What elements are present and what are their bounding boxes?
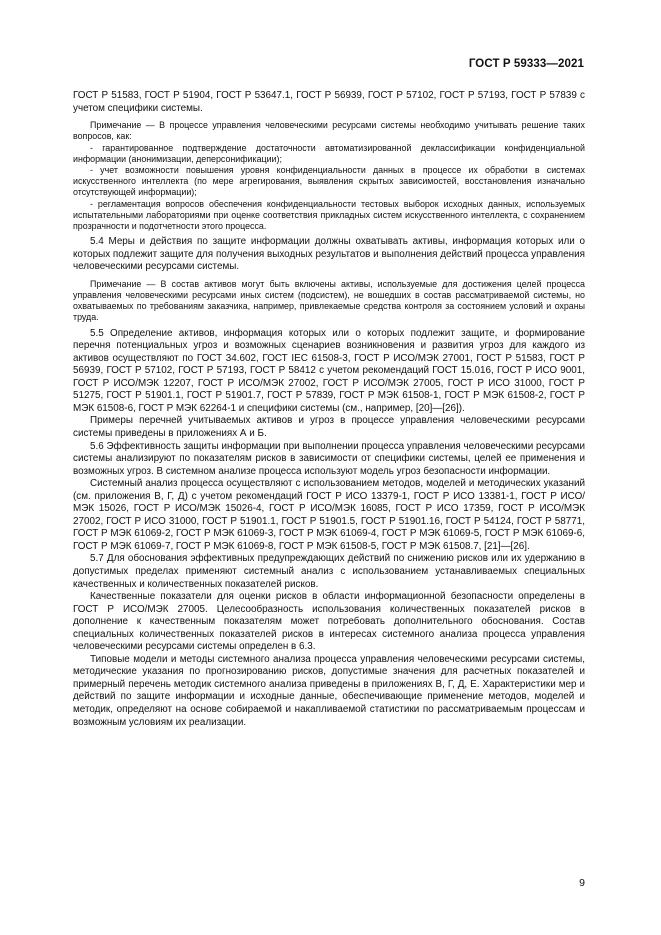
note-list-item: - гарантированное подтверждение достаточности автоматизированной деклассификации конфиденциальной информации (анонимизации, деперсонификации); xyxy=(73,142,585,164)
clause-5-5: 5.5 Определение активов, информация которых или о которых подлежит защите, и формирование перечня потенциальных угроз и возможных сценариев возникновения и развития угроз для каждого из активов осуществляют по ГОСТ 34.602, ГОСТ IEC 61508-3, ГОСТ Р ИСО/МЭК 27001, ГОСТ Р 51583, ГОСТ Р 56939, ГОСТ Р 57102, ГОСТ Р 57193, ГОСТ Р 58412 с учетом рекомендаций ГОСТ 15.016, ГОСТ Р ИСО 9001, ГОСТ Р ИСО/МЭК 12207, ГОСТ Р ИСО/МЭК 27002, ГОСТ Р ИСО/МЭК 27005, ГОСТ Р ИСО 31000, ГОСТ Р 51275, ГОСТ Р 51901.1, ГОСТ Р 51901.7, ГОСТ Р 57839, ГОСТ Р МЭК 61508-1, ГОСТ Р МЭК 61508-2, ГОСТ Р МЭК 61508-6, ГОСТ Р МЭК 62264-1 и специфики системы (см., например, [20]—[26]). xyxy=(73,327,585,414)
note-list-item: - регламентация вопросов обеспечения конфиденциальности тестовых выборок исходных данных, используемых испытательными лабораториями при оценке соответствия прикладных систем искусственного интеллекта, с сохранением прозрачности и подотчетности этого процесса. xyxy=(73,198,585,231)
paragraph-asset-examples: Примеры перечней учитываемых активов и угроз в процессе управления человеческими ресурсами системы приведены в приложениях А и Б. xyxy=(73,415,585,439)
note-hr-management: Примечание — В процессе управления человеческими ресурсами системы необходимо учитывать решение таких вопросов, как: xyxy=(73,120,585,142)
paragraph-qualitative-indicators: Качественные показатели для оценки рисков в области информационной безопасности определены в ГОСТ Р ИСО/МЭК 27005. Целесообразность использования количественных показателей рисков в дополнение к качественным показателям может потребовать дополнительного обоснования. Состав специальных количественных показателей рисков в интересах системного анализа процесса управления человеческими ресурсами системы определен в 6.3. xyxy=(73,591,585,653)
paragraph-system-analysis: Системный анализ процесса осуществляют с использованием методов, моделей и методических указаний (см. приложения В, Г, Д) с учетом рекомендаций ГОСТ Р ИСО 13379-1, ГОСТ Р ИСО 13381-1, ГОСТ Р ИСО/МЭК 15026, ГОСТ Р ИСО/МЭК 15026-4, ГОСТ Р ИСО/МЭК 16085, ГОСТ Р ИСО 17359, ГОСТ Р ИСО/МЭК 27002, ГОСТ Р ИСО 31000, ГОСТ Р 51901.1, ГОСТ Р 51901.5, ГОСТ Р 51901.16, ГОСТ Р 54124, ГОСТ Р 58771, ГОСТ Р МЭК 61069-2, ГОСТ Р МЭК 61069-3, ГОСТ Р МЭК 61069-4, ГОСТ Р МЭК 61069-5, ГОСТ Р МЭК 61069-6, ГОСТ Р МЭК 61069-7, ГОСТ Р МЭК 61069-8, ГОСТ Р МЭК 61508-5, ГОСТ Р МЭК 61508.7, [21]—[26]. xyxy=(73,478,585,552)
note-assets: Примечание — В состав активов могут быть включены активы, используемые для достижения целей процесса управления человеческими ресурсами иных систем (подсистем), не вошедших в состав рассматриваемой системы, но охватываемых по требованиям заказчика, например, привлекаемые средства контроля за состоянием условий и охраны труда. xyxy=(73,278,585,323)
clause-5-6: 5.6 Эффективность защиты информации при выполнении процесса управления человеческими ресурсами системы анализируют по показателям рисков в зависимости от специфики системы, целей ее применения и возможных угроз. В системном анализе процесса используют модель угроз безопасности информации. xyxy=(73,440,585,477)
standard-header: ГОСТ Р 59333—2021 xyxy=(468,58,584,70)
note-list-item: - учет возможности повышения уровня конфиденциальности данных в процессе их обработки в системах искусственного интеллекта (по мере агрегирования, выявления скрытых зависимостей, восстановления изначально отсутствующей информации); xyxy=(73,164,585,198)
clause-5-7: 5.7 Для обоснования эффективных предупреждающих действий по снижению рисков или их удержанию в допустимых пределах применяют системный анализ с использованием устанавливаемых специальных качественных и количественных показателей рисков. xyxy=(73,553,585,590)
page-number: 9 xyxy=(579,877,585,889)
document-body xyxy=(73,90,585,729)
paragraph-typical-models: Типовые модели и методы системного анализа процесса управления человеческими ресурсами системы, методические указания по прогнозированию рисков, допустимые значения для расчетных показателей и примерный перечень методик системного анализа приведены в приложениях В, Г, Д, Е. Характеристики мер и действий по защите информации и исходные данные, обеспечивающие применение методов, моделей и методик, определяют на основе собираемой и накапливаемой статистики по рассматриваемым процессам и возможным условиям их реализации. xyxy=(73,653,585,728)
paragraph-gost-list-continuation: ГОСТ Р 51583, ГОСТ Р 51904, ГОСТ Р 53647.1, ГОСТ Р 56939, ГОСТ Р 57102, ГОСТ Р 57193, ГОСТ Р 57839 с учетом специфики системы. xyxy=(73,90,585,114)
clause-5-4: 5.4 Меры и действия по защите информации должны охватывать активы, информация которых или о которых подлежит защите для получения выходных результатов и выполнения действий процесса управления человеческими ресурсами системы. xyxy=(73,236,585,273)
